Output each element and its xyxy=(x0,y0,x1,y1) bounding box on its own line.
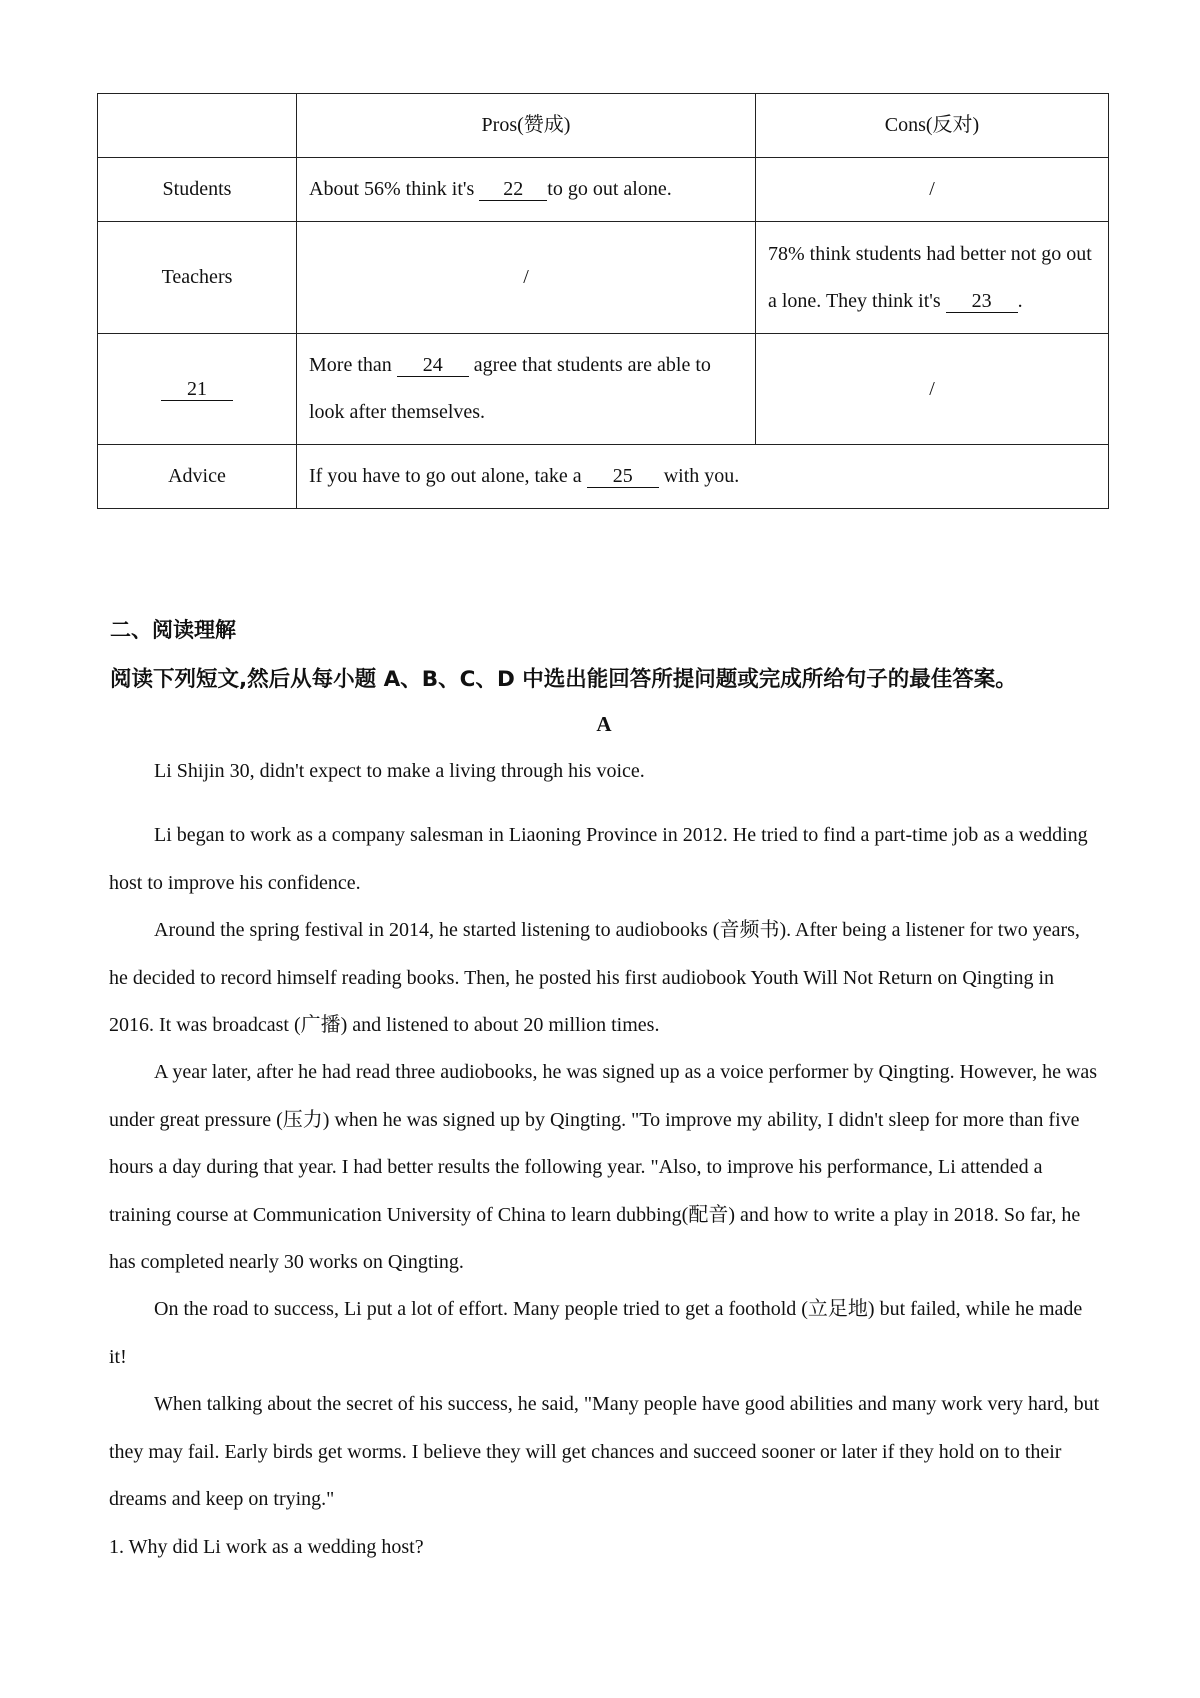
text: About 56% think it's xyxy=(309,178,480,200)
row-label: Students xyxy=(98,158,297,222)
passage xyxy=(109,748,1101,1571)
cons-cell xyxy=(756,222,1109,334)
pros-cell xyxy=(297,158,756,222)
table-row xyxy=(98,222,1109,334)
table-row xyxy=(98,158,1109,222)
paragraph: Li began to work as a company salesman in Liaoning Province in 2012. He tried to find a part-time job as a wedding host to improve his confidence. xyxy=(109,824,1088,894)
text: If you have to go out alone, take a xyxy=(309,465,587,487)
table-row xyxy=(98,445,1109,509)
text: with you. xyxy=(658,465,740,487)
paragraph: A year later, after he had read three audiobooks, he was signed up as a voice performer by Qingting. However, he was under great pressure (压力) when he was signed up by Qingting. "To improve my ability, I didn't sleep for more than five hours a day during that year. I had better results the following year. "Also, to improve his performance, Li attended a training course at Communication University of China to learn dubbing(配音) and how to write a play in 2018. So far, he has completed nearly 30 works on Qingting. xyxy=(109,1061,1098,1274)
section-heading: 二、阅读理解 xyxy=(110,618,236,642)
paragraph: On the road to success, Li put a lot of effort. Many people tried to get a foothold (立足地) but failed, while he made it! xyxy=(109,1298,1083,1368)
text: agree that students are able to look after themselves. xyxy=(309,354,711,423)
paragraph: When talking about the secret of his success, he said, "Many people have good abilities and many work very hard, but they may fail. Early birds get worms. I believe they will get chances and succeed sooner or later if they hold on to their dreams and keep on trying." xyxy=(109,1393,1100,1511)
text: to go out alone. xyxy=(547,178,672,200)
text: . xyxy=(1017,289,1023,312)
table-row xyxy=(98,334,1109,445)
header-empty xyxy=(98,94,297,158)
advice-cell xyxy=(297,445,1109,509)
pros-cell: / xyxy=(297,222,756,334)
row-label: Teachers xyxy=(98,222,297,334)
header-pros: Pros(赞成) xyxy=(297,94,756,158)
passage-title: A xyxy=(596,712,612,736)
row-label xyxy=(98,334,297,445)
text: More than xyxy=(309,354,397,376)
paragraph: Around the spring festival in 2014, he started listening to audiobooks (音频书). After being a listener for two years, he decided to record himself reading books. Then, he posted his first audiobook Youth Will Not Return on Qingting in 2016. It was broadcast (广播) and listened to about 20 million times. xyxy=(109,919,1080,1037)
text: 78% think students had better not go out a lone. They think it's xyxy=(768,242,1092,312)
pros-cons-table xyxy=(97,93,1109,509)
cons-cell: / xyxy=(756,158,1109,222)
blank-24: 24 xyxy=(397,354,469,377)
blank-25: 25 xyxy=(587,465,659,488)
cons-cell: / xyxy=(756,334,1109,445)
header-cons: Cons(反对) xyxy=(756,94,1109,158)
section-instruction: 阅读下列短文,然后从每小题 A、B、C、D 中选出能回答所提问题或完成所给句子的最佳答案。 xyxy=(110,667,1017,692)
blank-21: 21 xyxy=(161,378,233,401)
paragraph: Li Shijin 30, didn't expect to make a living through his voice. xyxy=(154,760,645,782)
question-1: 1. Why did Li work as a wedding host? xyxy=(109,1535,424,1558)
blank-23: 23 xyxy=(946,290,1018,313)
row-label: Advice xyxy=(98,445,297,509)
blank-22: 22 xyxy=(479,178,547,201)
table-header-row xyxy=(98,94,1109,158)
pros-cell xyxy=(297,334,756,445)
